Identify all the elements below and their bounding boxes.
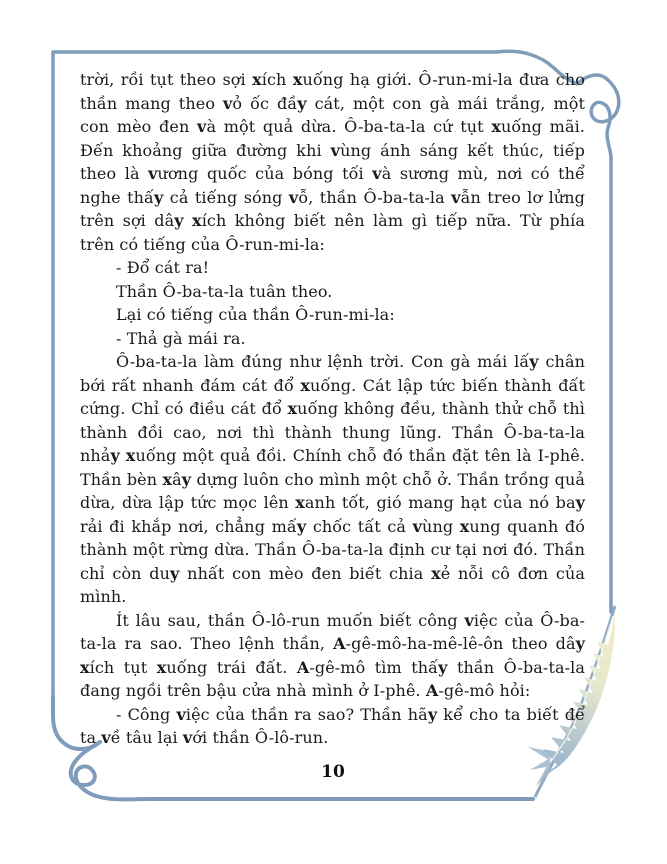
paragraph: Ít lâu sau, thần Ô-lô-run muốn biết công việc của Ô-ba-ta-la ra sao. Theo lệnh thần, A-gê-mô-ha-mê-lê-ôn theo dây xích tụt xuống trái đất. A-gê-mô tìm thấy thần Ô-ba-ta-la đang ngồi trên bậu cửa nhà mình ở I-phê. A-gê-mô hỏi: bbox=[80, 610, 585, 700]
paragraph: - Thả gà mái ra. bbox=[116, 328, 246, 348]
page-text bbox=[80, 68, 585, 750]
paragraph: Thần Ô-ba-ta-la tuân theo. bbox=[116, 281, 333, 301]
page-number: 10 bbox=[321, 762, 345, 782]
paragraph: trời, rồi tụt theo sợi xích xuống hạ giới. Ô-run-mi-la đưa cho thần mang theo vỏ ốc đầy cát, một con gà mái trắng, một con mèo đen và một quả dừa. Ô-ba-ta-la cứ tụt xuống mãi. Đến khoảng giữa đường khi vùng ánh sáng kết thúc, tiếp theo là vương quốc của bóng tối và sương mù, nơi có thể nghe thấy cả tiếng sóng vỗ, thần Ô-ba-ta-la vẫn treo lơ lửng trên sợi dây xích không biết nên làm gì tiếp nữa. Từ phía trên có tiếng của Ô-run-mi-la: bbox=[80, 70, 586, 254]
paragraph: Lại có tiếng của thần Ô-run-mi-la: bbox=[116, 305, 395, 324]
paragraph: - Công việc của thần ra sao? Thần hãy kể cho ta biết để ta về tâu lại với thần Ô-lô-run. bbox=[80, 704, 586, 747]
paragraph: Ô-ba-ta-la làm đúng như lệnh trời. Con gà mái lấy chân bới rất nhanh đám cát đổ xuống. Cát lập tức biến thành đất cứng. Chỉ có điều cát đổ xuống không đều, thành thử chỗ thì thành đồi cao, nơi thì thành thung lũng. Thần Ô-ba-ta-la nhảy xuống một quả đồi. Chính chỗ đó thần đặt tên là I-phê. Thần bèn xây dựng luôn cho mình một chỗ ở. Thần trồng quả dừa, dừa lập tức mọc lên xanh tốt, gió mang hạt của nó bay rải đi khắp nơi, chẳng mấy chốc tất cả vùng xung quanh đó thành một rừng dừa. Thần Ô-ba-ta-la định cư tại nơi đó. Thần chỉ còn duy nhất con mèo đen biết chia xẻ nỗi cô đơn của mình. bbox=[80, 352, 586, 606]
paragraph: - Đổ cát ra! bbox=[116, 258, 210, 277]
